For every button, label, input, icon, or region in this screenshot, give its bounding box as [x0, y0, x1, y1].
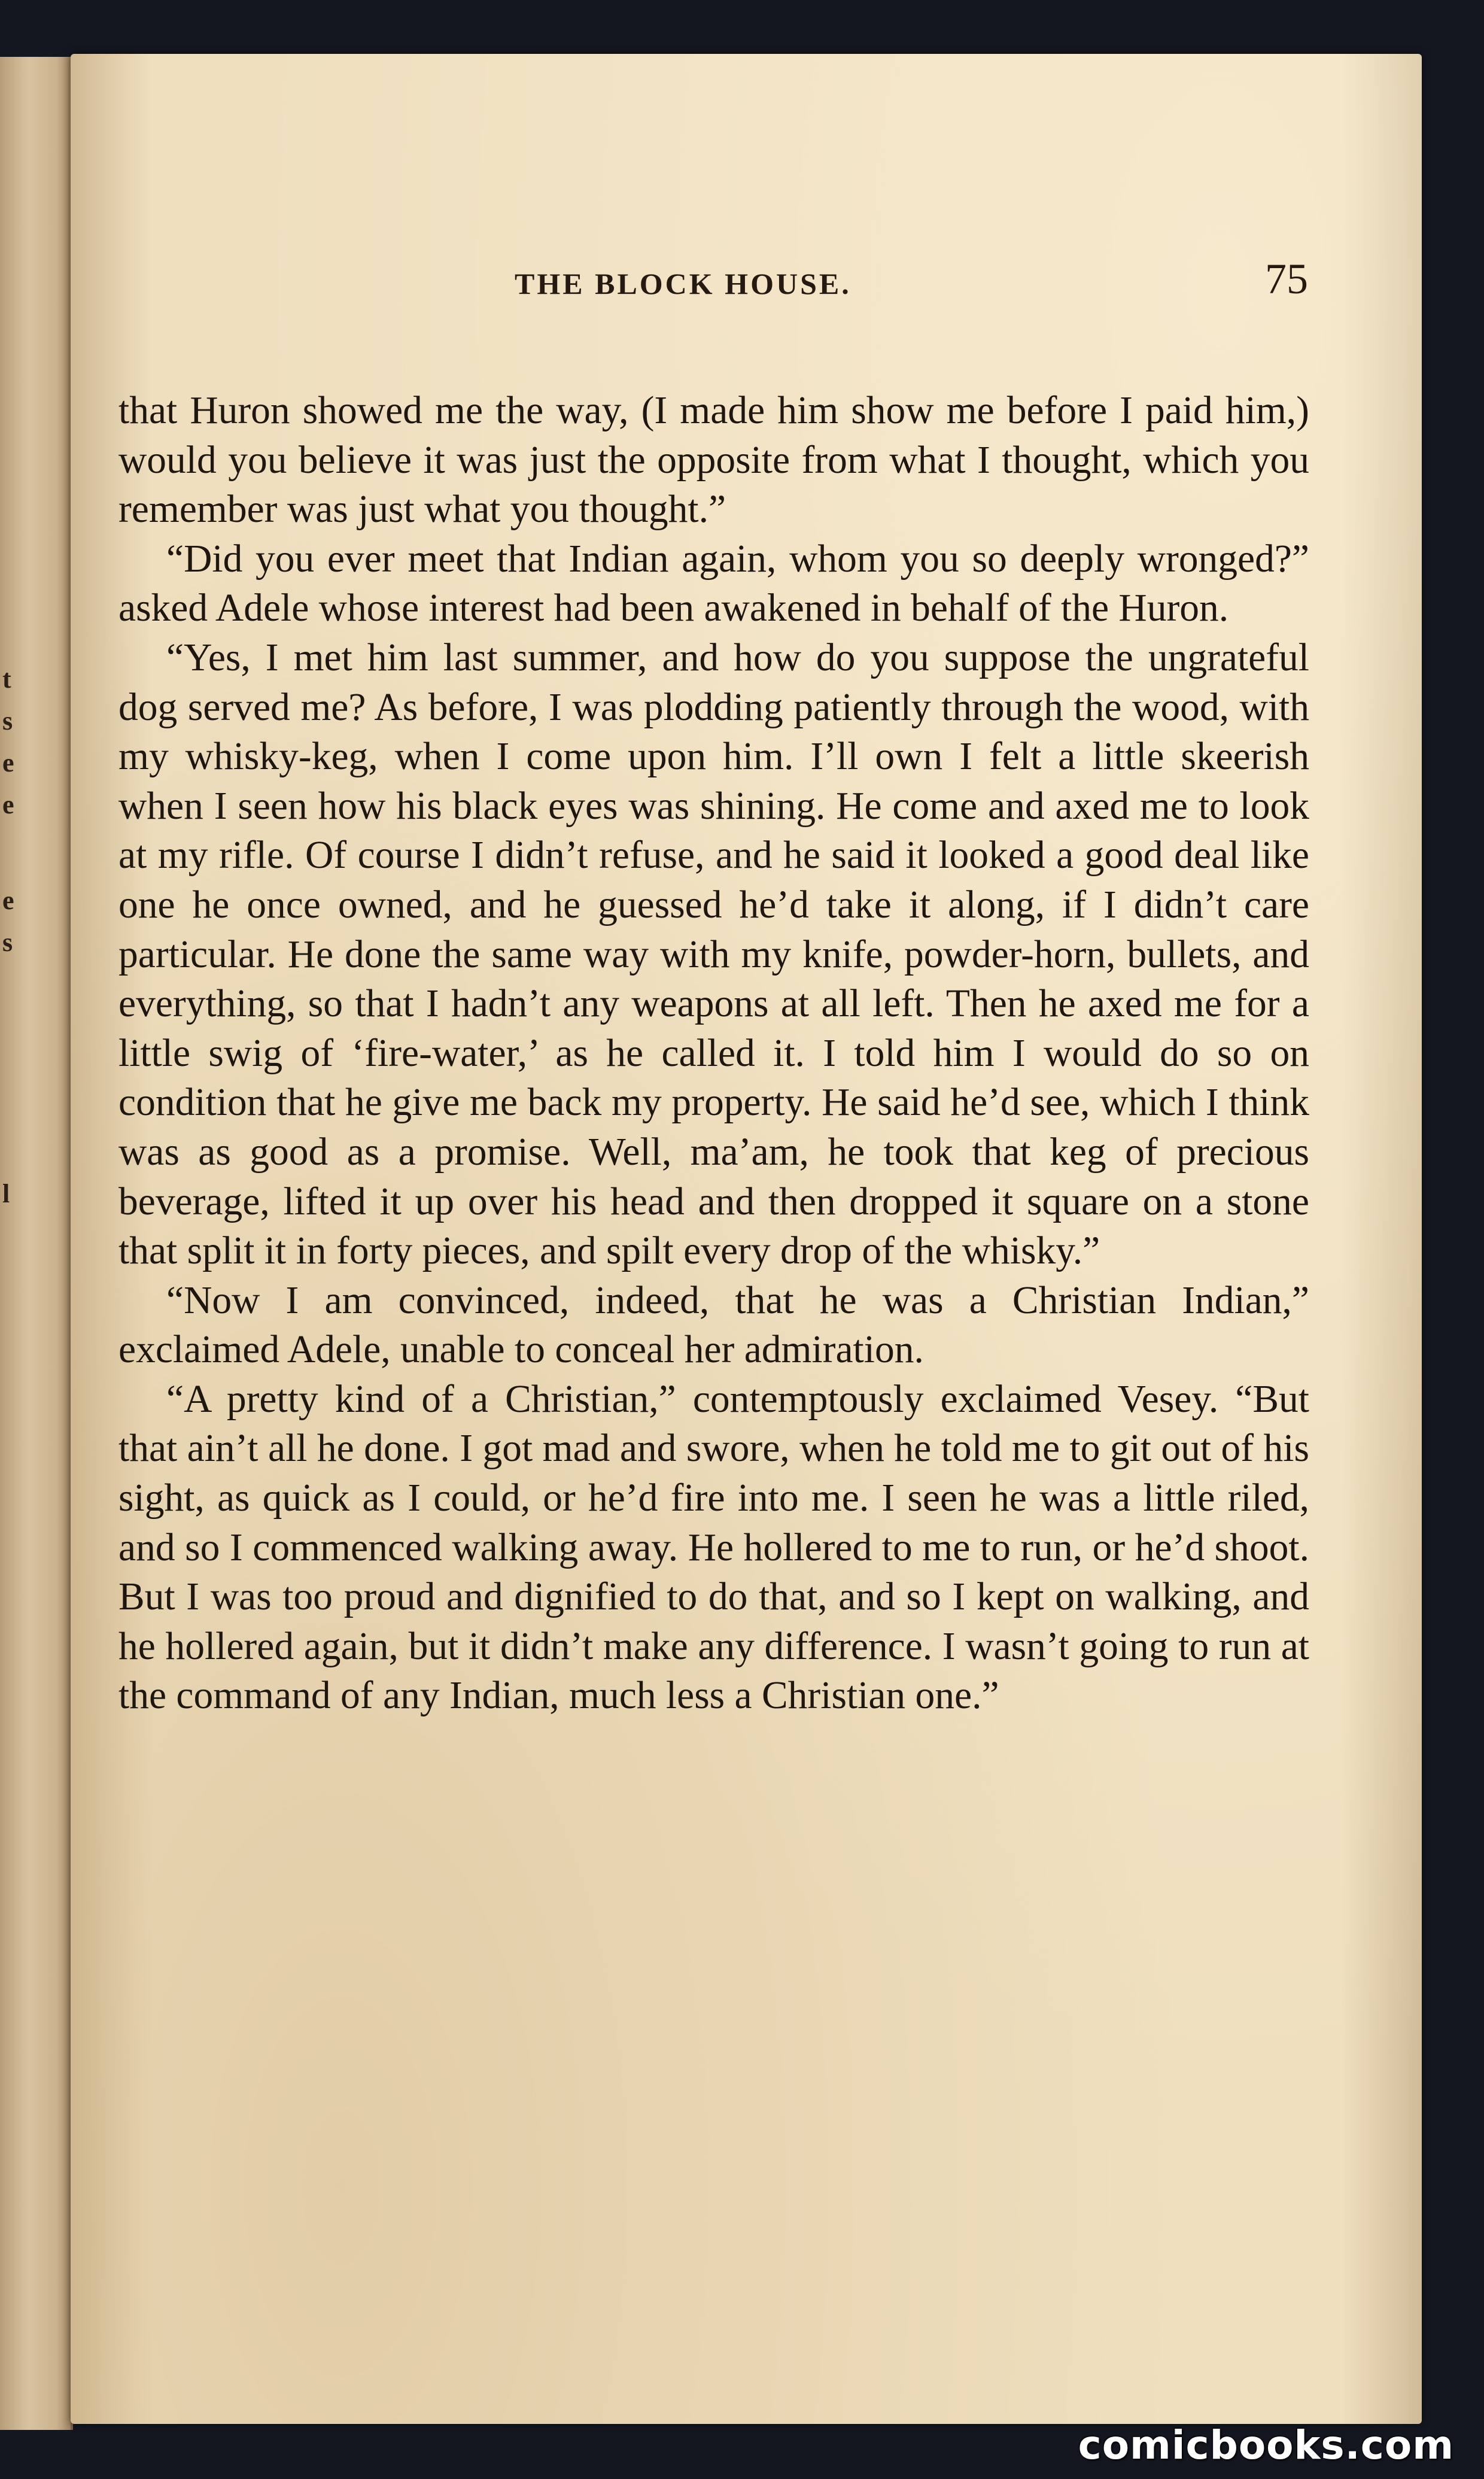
previous-page-edge: [0, 57, 73, 2430]
previous-page-fragment: s: [2, 706, 13, 736]
paragraph: “Now I am convinced, indeed, that he was a Christian Indian,” exclaimed Adele, unable to conceal her admiration.: [118, 1278, 1309, 1372]
paragraph: “A pretty kind of a Christian,” contemptously exclaimed Vesey. “But that ain’t all he done. I got mad and swore, when he told me to git out of his sight, as quick as I could, or he’d fire into me. I seen he was a little riled, and so I commenced walking away. He hollered to me to run, or he’d shoot. But I was too proud and dignified to do that, and so I kept on walking, and he hollered again, but it didn’t make any difference. I wasn’t going to run at the command of any Indian, much less a Christian one.”: [118, 1377, 1309, 1718]
paragraph: that Huron showed me the way, (I made him show me before I paid him,) would you believe it was just the opposite from what I thought, which you remember was just what you thought.”: [118, 389, 1309, 531]
previous-page-fragment: t: [2, 664, 11, 694]
previous-page-fragment: l: [2, 1179, 10, 1208]
paragraph: “Did you ever meet that Indian again, whom you so deeply wronged?” asked Adele whose interest had been awakened in behalf of the Huron.: [118, 537, 1309, 630]
running-head: THE BLOCK HOUSE.: [515, 267, 852, 300]
previous-page-fragment: s: [2, 928, 13, 957]
previous-page-fragment: e: [2, 790, 14, 819]
page-number: 75: [1265, 255, 1308, 303]
book-page: [71, 54, 1422, 2424]
page-text: [118, 386, 1309, 1721]
previous-page-fragment: e: [2, 748, 14, 777]
paragraph: “Yes, I met him last summer, and how do you suppose the ungrateful dog served me? As before, I was plodding patiently through the wood, with my whisky-keg, when I come upon him. I’ll own I felt a little skeerish when I seen how his black eyes was shining. He come and axed me to look at my rifle. Of course I didn’t refuse, and he said it looked a good deal like one he once owned, and he guessed he’d take it along, if I didn’t care particular. He done the same way with my knife, powder-horn, bullets, and everything, so that I hadn’t any weapons at all left. Then he axed me for a little swig of ‘fire-water,’ as he called it. I told him I would do so on condition that he give me back my property. He said he’d see, which I think was as good as a promise. Well, ma’am, he took that keg of precious beverage, lifted it up over his head and then dropped it square on a stone that split it in forty pieces, and spilt every drop of the whisky.”: [118, 636, 1309, 1273]
previous-page-fragment: e: [2, 886, 14, 915]
watermark: comicbooks.com: [1078, 2422, 1454, 2468]
